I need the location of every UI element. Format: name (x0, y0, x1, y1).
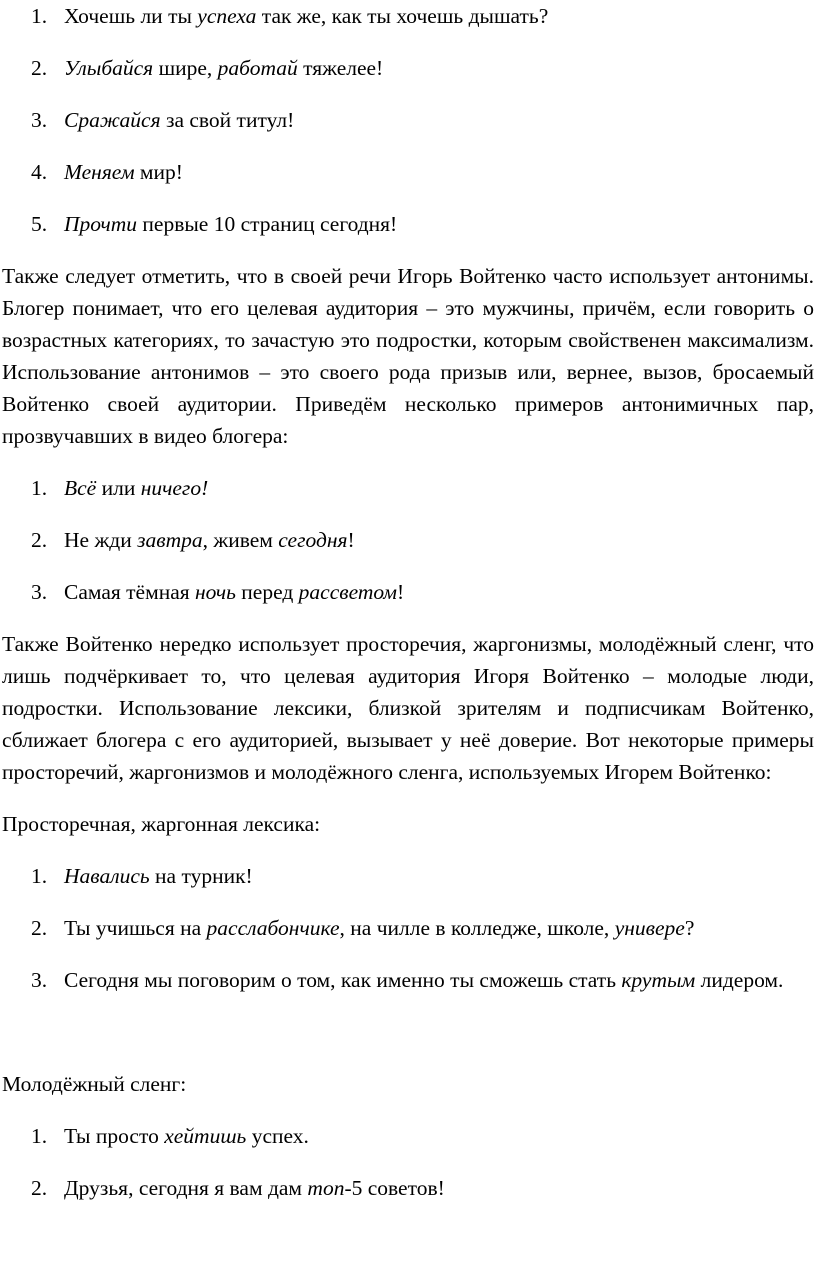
list-item-number: 1. (31, 1124, 48, 1148)
list-item-text: Хочешь ли ты (64, 4, 198, 28)
youth-slang-examples-list (2, 1120, 816, 1204)
emphasized-word: рассветом (298, 580, 398, 604)
list-item-number: 2. (31, 1176, 48, 1200)
list-item-text: первые 10 страниц сегодня! (137, 212, 398, 236)
list-item-text: Друзья, сегодня я вам дам (64, 1176, 308, 1200)
list-item-text: -5 советов! (344, 1176, 445, 1200)
emphasized-word: завтра (137, 528, 203, 552)
list-item-number: 5. (31, 212, 48, 236)
antonym-pairs-list (2, 472, 816, 608)
list-item-number: 2. (31, 56, 48, 80)
list-item-text: мир! (134, 160, 183, 184)
emphasized-word: успеха (197, 4, 257, 28)
list-item (2, 964, 816, 996)
list-item-number: 2. (31, 916, 48, 940)
list-item-text: , живем (202, 528, 279, 552)
list-item (2, 0, 816, 32)
list-item-number: 3. (31, 108, 48, 132)
emphasized-word: ничего! (140, 476, 209, 500)
list-item-text: Сегодня мы поговорим о том, как именно ты сможешь стать (64, 968, 622, 992)
emphasized-word: ночь (195, 580, 236, 604)
list-item-text: Не жди (64, 528, 138, 552)
list-item (2, 156, 816, 188)
list-item (2, 912, 816, 944)
list-item (2, 472, 816, 504)
list-item (2, 576, 816, 608)
emphasized-word: Сражайся (64, 108, 161, 132)
list-item-text: тяжелее! (297, 56, 384, 80)
emphasized-word: универе (614, 916, 685, 940)
list-item-text: перед (235, 580, 299, 604)
list-item-number: 2. (31, 528, 48, 552)
list-item-text: успех. (246, 1124, 309, 1148)
list-item-number: 1. (31, 476, 48, 500)
emphasized-word: работай (217, 56, 298, 80)
list-item-text: лидером. (695, 968, 784, 992)
emphasized-word: Меняем (64, 160, 135, 184)
list-item-text: Ты просто (64, 1124, 165, 1148)
list-item (2, 860, 816, 892)
heading-youth-slang: Молодёжный сленг: (2, 1072, 187, 1096)
emphasized-word: сегодня (278, 528, 348, 552)
list-item (2, 104, 816, 136)
emphasized-word: расслабончике (206, 916, 340, 940)
list-item-number: 4. (31, 160, 48, 184)
emphasized-word: Навались (64, 864, 150, 888)
list-item-text: ! (397, 580, 405, 604)
heading-colloquial-vocabulary: Просторечная, жаргонная лексика: (2, 812, 321, 836)
list-item-text: Ты учишься на (64, 916, 207, 940)
emphasized-word: Прочти (64, 212, 138, 236)
emphasized-word: Всё (64, 476, 97, 500)
list-item-text: так же, как ты хочешь дышать? (256, 4, 549, 28)
list-item (2, 52, 816, 84)
list-item-number: 3. (31, 968, 48, 992)
emphasized-word: хейтишь (164, 1124, 247, 1148)
motivational-phrases-list (2, 0, 816, 240)
blank-space (2, 1016, 816, 1068)
list-item-text: шире, (153, 56, 218, 80)
list-item-text: на турник! (149, 864, 253, 888)
emphasized-word: крутым (621, 968, 696, 992)
emphasized-word: Улыбайся (64, 56, 154, 80)
list-item (2, 208, 816, 240)
list-item-text: , на чилле в колледже, школе, (339, 916, 615, 940)
paragraph-slang: Также Войтенко нередко использует просторечия, жаргонизмы, молодёжный сленг, что лишь подчёркивает то, что целевая аудитория Игоря Войтенко – молодые люди, подростки. Использование лексики, близкой зрителям и подписчикам Войтенко, сближает блогера с его аудиторией, вызывает у неё доверие. Вот некоторые примеры просторечий, жаргонизмов и молодёжного сленга, используемых Игорем Войтенко: (2, 632, 814, 784)
emphasized-word: топ (307, 1176, 345, 1200)
list-item-number: 3. (31, 580, 48, 604)
list-item (2, 524, 816, 556)
list-item (2, 1120, 816, 1152)
list-item (2, 1172, 816, 1204)
list-item-text: ? (684, 916, 695, 940)
list-item-text: за свой титул! (160, 108, 295, 132)
list-item-text: Самая тёмная (64, 580, 196, 604)
paragraph-antonyms: Также следует отметить, что в своей речи Игорь Войтенко часто использует антонимы. Блогер понимает, что его целевая аудитория – это мужчины, причём, если говорить о возрастных категориях, то зачастую это подростки, которым свойственен максимализм. Использование антонимов – это своего рода призыв или, вернее, вызов, бросаемый Войтенко своей аудитории. Приведём несколько примеров антонимичных пар, прозвучавших в видео блогера: (2, 264, 814, 448)
list-item-text: или (96, 476, 141, 500)
list-item-text: ! (347, 528, 355, 552)
list-item-number: 1. (31, 4, 48, 28)
list-item-number: 1. (31, 864, 48, 888)
colloquial-examples-list (2, 860, 816, 996)
